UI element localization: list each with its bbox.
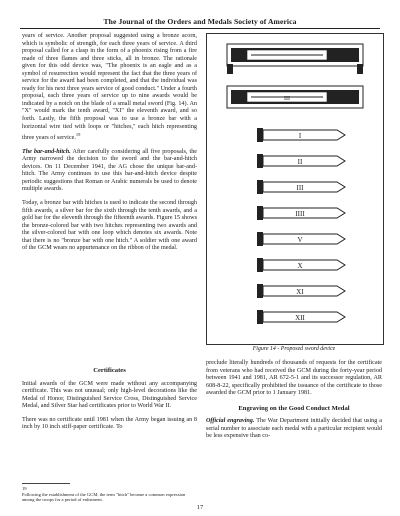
paragraph-proposals: years of service. Another proposal suggested using a bronze acorn, which is symbolic of strength, for each three years of service. A third proposal called for a clasp in the form of a phoenix rising from a fire made of three flames and three sticks, all in bronze. The rationale given for this odd device was, "The phoenix is an eagle and as a symbol of resurrection would represent the fact that the three years of service for the award had been completed, and that the individual was ready for his next three years service of good conduct." Under a fourth proposal, each three years of service up to nine awards would be indicated by a notch on the blade of a small metal sword (Fig. 14). An "X" would mark the tenth award, "XI" the eleventh award, and so forth. Lastly, the fifth proposal was to use a bronze bar with a horizontal wire tied with loops or "hitches," each hitch representing three years of service.$^{19}$ (22, 33, 197, 142)
svg-text:III: III (284, 96, 290, 102)
sword-marking-label: X (297, 262, 303, 270)
sword-marking-label: XI (296, 288, 304, 296)
certificates-section (22, 360, 197, 432)
footnote (22, 486, 197, 503)
official-engraving-paragraph: Official engraving. The War Department initially decided that using a serial number to associate each medal with a particular recipient would be less expensive than co- (206, 418, 382, 440)
sword-device-5 (257, 232, 345, 246)
sword-marking-label: V (297, 236, 303, 244)
footnote-number: 19 (22, 486, 27, 491)
paragraph-today: Today, a bronze bar with hitches is used to indicate the second through fifth awards, a silver bar for the sixth through the tenth awards, and a gold bar for the eleventh through the fifteenth awards. Figure 15 shows the bronze-colored bar with two hitches representing two awards and the silver-colored bar with one loop which denotes six awards. Note that there is no "bronze bar with one hitch." A soldier with one award of the GCM wears no appurtenance on the ribbon of the medal. (22, 199, 197, 252)
sword-device-3 (257, 180, 345, 194)
header-rule (20, 28, 380, 29)
sword-device-large-2 (227, 86, 363, 108)
sword-marking-label: III (296, 184, 304, 192)
footnote-ref: 19 (75, 132, 81, 138)
right-bottom-column (206, 360, 382, 441)
engraving-heading: Engraving on the Good Conduct Medal (238, 404, 350, 412)
bar-and-hitch-lead: The bar-and-hitch. (22, 148, 71, 155)
official-engraving-lead: Official engraving. (206, 418, 255, 425)
sword-device-6 (257, 258, 345, 272)
page-number: 17 (196, 504, 204, 511)
sword-marking-label: IIII (295, 210, 305, 218)
footnote-text: Following the establishment of the GCM, the term "hitch" became a common expression among the troops for a period of enlistment. (22, 491, 186, 503)
certificates-heading: Certificates (93, 367, 126, 374)
paragraph-bar-and-hitch: The bar-and-hitch. After carefully considering all five proposals, the Army narrowed the decision to the sword and the bar-and-hitch devices. On 11 December 1941, the AG chose the unique bar-and-hitch. The Army continues to use this bar-and-hitch device despite periodic suggestions that Roman or Arabic numerals be used to denote multiple awards. (22, 148, 198, 193)
sword-device-2 (257, 154, 345, 168)
sword-device-illustrations (207, 34, 383, 344)
sword-marking-label: II (297, 158, 303, 166)
figure-sword-devices (206, 33, 384, 345)
left-column (22, 33, 197, 253)
sword-device-8 (257, 310, 345, 324)
sword-device-large-1 (227, 44, 363, 74)
certificates-paragraph-1: Initial awards of the GCM were made without any accompanying certificate. This was not unusual; only high-level decorations like the Medal of Honor, Distinguished Service Cross, Distinguished Service Medal, and Silver Star had certificates prior to World War II. (22, 380, 197, 410)
sword-device-series (257, 128, 345, 324)
certificates-paragraph-2: There was no certificate until 1981 when the Army began issuing an 8 inch by 10 inch stiff-paper certificate. To (22, 416, 197, 431)
sword-device-4 (257, 206, 345, 220)
figure-caption: Figure 14 - Proposed sword device (252, 346, 336, 352)
running-head: The Journal of the Orders and Medals Society of America (103, 17, 297, 26)
sword-marking-label: XII (295, 314, 305, 322)
sword-marking-label: I (298, 132, 302, 140)
preclude-paragraph: preclude literally hundreds of thousands of requests for the certificate from veterans who had received the GCM during the forty-year period between 1941 and 1981, AR 672-5-1 and its successor regulation, AR 608-8-22, specifically prohibited the issuance of the certificate to those awarded the GCM prior to 1 January 1981. (206, 360, 382, 397)
sword-device-7 (257, 284, 345, 298)
sword-device-1 (257, 128, 345, 142)
footnote-rule (22, 483, 70, 484)
